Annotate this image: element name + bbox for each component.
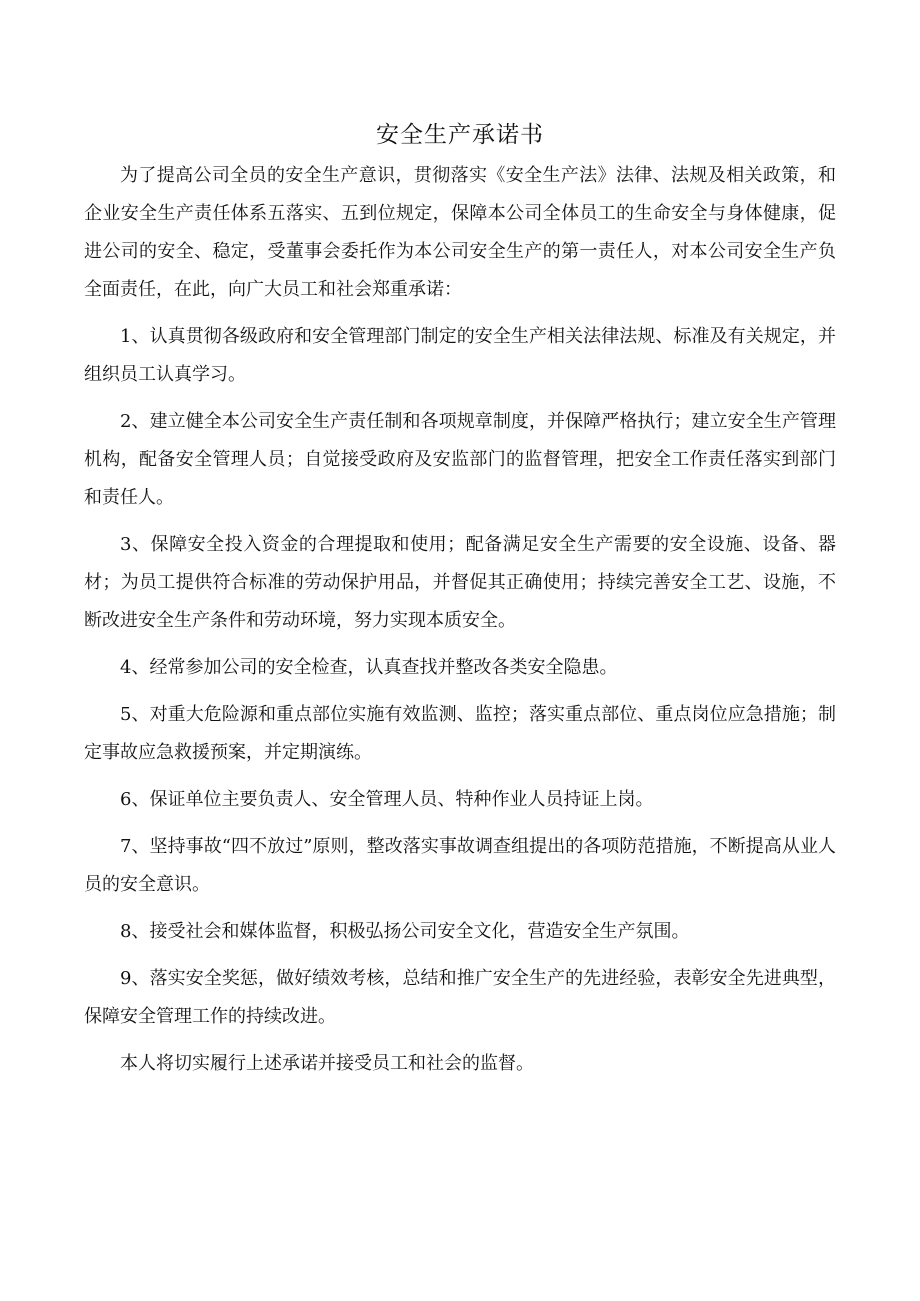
commitment-item-2: 2、建立健全本公司安全生产责任制和各项规章制度，并保障严格执行；建立安全生产管理机构，配备安全管理人员；自觉接受政府及安监部门的监督管理，把安全工作责任落实到部门和责任人。 bbox=[84, 411, 836, 508]
closing-paragraph: 本人将切实履行上述承诺并接受员工和社会的监督。 bbox=[120, 1053, 534, 1074]
commitment-item-7: 7、坚持事故“四不放过”原则，整改落实事故调查组提出的各项防范措施，不断提高从业人员的安全意识。 bbox=[84, 836, 836, 895]
intro-paragraph: 为了提高公司全员的安全生产意识，贯彻落实《安全生产法》法律、法规及相关政策，和企业安全生产责任体系五落实、五到位规定，保障本公司全体员工的生命安全与身体健康，促进公司的安全、稳定，受董事会委托作为本公司安全生产的第一责任人，对本公司安全生产负全面责任，在此，向广大员工和社会郑重承诺： bbox=[84, 165, 836, 300]
commitment-item-9: 9、落实安全奖惩，做好绩效考核，总结和推广安全生产的先进经验，表彰安全先进典型，保障安全管理工作的持续改进。 bbox=[84, 968, 836, 1027]
commitment-item-3: 3、保障安全投入资金的合理提取和使用；配备满足安全生产需要的安全设施、设备、器材；为员工提供符合标准的劳动保护用品，并督促其正确使用；持续完善安全工艺、设施，不断改进安全生产条件和劳动环境，努力实现本质安全。 bbox=[84, 534, 836, 631]
document-title: 安全生产承诺书 bbox=[376, 122, 544, 148]
commitment-item-5: 5、对重大危险源和重点部位实施有效监测、监控；落实重点部位、重点岗位应急措施；制定事故应急救援预案，并定期演练。 bbox=[84, 704, 836, 763]
commitment-item-6: 6、保证单位主要负责人、安全管理人员、特种作业人员持证上岗。 bbox=[120, 789, 654, 810]
commitment-item-8: 8、接受社会和媒体监督，积极弘扬公司安全文化，营造安全生产氛围。 bbox=[120, 921, 690, 942]
commitment-item-4: 4、经常参加公司的安全检查，认真查找并整改各类安全隐患。 bbox=[120, 657, 618, 678]
commitment-item-1: 1、认真贯彻各级政府和安全管理部门制定的安全生产相关法律法规、标准及有关规定，并组织员工认真学习。 bbox=[84, 326, 836, 385]
